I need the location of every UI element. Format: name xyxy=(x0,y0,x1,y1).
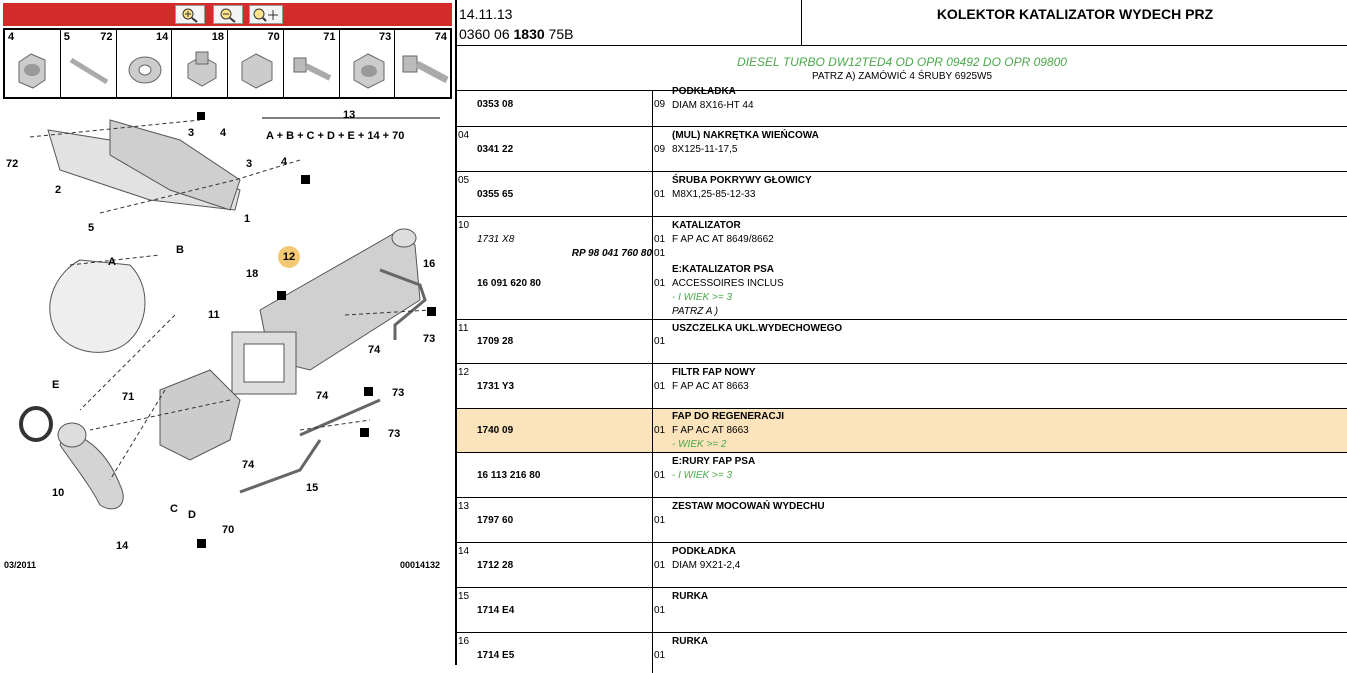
callout[interactable]: 18 xyxy=(246,268,259,280)
hex-nut-icon xyxy=(178,44,223,94)
callout[interactable]: 74 xyxy=(316,390,329,402)
table-row[interactable] xyxy=(457,172,1347,217)
exhaust-diagram-drawing xyxy=(0,100,455,580)
header-info xyxy=(457,0,802,46)
callout[interactable]: 11 xyxy=(208,309,220,321)
parts-table xyxy=(457,86,1347,673)
parts-strip xyxy=(3,28,452,99)
flange-nut-icon xyxy=(346,44,391,94)
part-qty: 01 xyxy=(654,278,666,289)
part-spec: F AP AC AT 8663 xyxy=(672,425,749,436)
page-title: KOLEKTOR KATALIZATOR WYDECH PRZ xyxy=(936,6,1214,22)
table-row[interactable] xyxy=(457,588,1347,633)
part-spec: 8X125-11-17,5 xyxy=(672,144,738,155)
part-ref[interactable]: 1740 09 xyxy=(477,425,514,436)
zoom-in-button[interactable] xyxy=(175,5,205,24)
part-condition: - I WIEK >= 3 xyxy=(672,292,733,303)
part-ref[interactable]: 0341 22 xyxy=(477,144,514,155)
subheader xyxy=(457,47,1347,91)
row-index: 11 xyxy=(458,323,469,334)
callout[interactable]: 70 xyxy=(222,524,235,536)
callout[interactable]: 15 xyxy=(306,482,319,494)
row-index: 13 xyxy=(458,501,470,512)
part-ref[interactable]: 0353 08 xyxy=(477,99,514,110)
part-ref[interactable]: 1731 Y3 xyxy=(477,381,515,392)
part-qty: 01 xyxy=(654,605,666,616)
table-row[interactable] xyxy=(457,364,1347,409)
part-qty: 09 xyxy=(654,144,666,155)
header xyxy=(457,0,1347,46)
row-index: 10 xyxy=(458,220,470,231)
callout[interactable]: 71 xyxy=(122,391,135,403)
flange-nut-icon xyxy=(11,44,51,94)
callout[interactable]: 16 xyxy=(423,258,436,270)
part-qty: 01 xyxy=(654,425,666,436)
callout[interactable]: 73 xyxy=(392,387,405,399)
part-cell[interactable]: 73 xyxy=(340,30,396,97)
nut-icon xyxy=(234,44,279,94)
part-qty: 01 xyxy=(654,336,666,347)
part-qty: 01 xyxy=(654,560,666,571)
part-title: FILTR FAP NOWY xyxy=(672,367,756,378)
callout[interactable]: 14 xyxy=(116,540,129,552)
table-row[interactable] xyxy=(457,498,1347,543)
header-date: 14.11.13 xyxy=(459,6,513,22)
callout[interactable]: E xyxy=(52,379,60,391)
part-ref[interactable]: 1797 60 xyxy=(477,515,514,526)
part-cell[interactable]: 14 xyxy=(117,30,173,97)
part-cell[interactable]: 4 xyxy=(5,30,61,97)
part-title: USZCZELKA UKL.WYDECHOWEGO xyxy=(672,323,843,334)
callout[interactable]: 2 xyxy=(55,184,62,196)
stud-icon xyxy=(67,44,112,94)
part-title: ŚRUBA POKRYWY GŁOWICY xyxy=(672,175,812,186)
callout[interactable]: 1 xyxy=(244,213,251,225)
row-index: 05 xyxy=(458,175,470,186)
callout[interactable]: 74 xyxy=(242,459,255,471)
part-qty: 01 xyxy=(654,381,666,392)
bolt-icon xyxy=(290,44,335,94)
callout[interactable]: 72 xyxy=(6,158,19,170)
table-row[interactable] xyxy=(457,86,1347,127)
callout[interactable]: 74 xyxy=(368,344,381,356)
part-qty: 01 xyxy=(654,470,666,481)
table-row[interactable] xyxy=(457,453,1347,498)
callout[interactable]: 3 xyxy=(246,158,253,170)
table-row[interactable] xyxy=(457,633,1347,673)
part-spec: F AP AC AT 8649/8662 xyxy=(672,234,774,245)
callout[interactable]: D xyxy=(188,509,196,521)
callout[interactable]: 10 xyxy=(52,487,65,499)
part-title: KATALIZATOR xyxy=(672,220,741,231)
part-title: E:RURY FAP PSA xyxy=(672,456,756,467)
part-ref-rp[interactable]: RP 98 041 760 80 xyxy=(571,248,652,259)
part-title: PODKŁADKA xyxy=(672,86,736,97)
pan-zoom-icon xyxy=(252,7,280,23)
part-title: (MUL) NAKRĘTKA WIEŃCOWA xyxy=(672,130,819,141)
zoom-out-button[interactable] xyxy=(213,5,243,24)
part-ref-alt[interactable]: 1731 X8 xyxy=(477,234,515,245)
row-index: 15 xyxy=(458,591,470,602)
part-cell[interactable]: 74 xyxy=(395,30,450,97)
part-cell[interactable]: 18 xyxy=(172,30,228,97)
callout[interactable]: A xyxy=(108,256,116,268)
callout[interactable]: 5 xyxy=(88,222,95,234)
part-ref[interactable]: 0355 65 xyxy=(477,189,514,200)
callout[interactable]: 3 xyxy=(188,127,195,139)
part-qty: 01 xyxy=(654,650,666,661)
part-cell[interactable]: 71 xyxy=(284,30,340,97)
diagram-panel xyxy=(0,0,455,665)
order-note: PATRZ A) ZAMÓWIĆ 4 ŚRUBY 6925W5 xyxy=(811,71,993,82)
pan-zoom-button[interactable] xyxy=(249,5,283,24)
table-row[interactable] xyxy=(457,127,1347,172)
part-ref[interactable]: 1709 28 xyxy=(477,336,514,347)
callout[interactable]: 73 xyxy=(423,333,436,345)
part-qty: 09 xyxy=(654,99,666,110)
part-title: RURKA xyxy=(672,636,709,647)
exploded-diagram xyxy=(0,100,455,580)
callout[interactable]: 73 xyxy=(388,428,401,440)
parts-list-panel xyxy=(457,0,1347,665)
part-ref[interactable]: 1714 E5 xyxy=(477,650,515,661)
diagram-date: 03/2011 xyxy=(4,560,37,570)
engine-note: DIESEL TURBO DW12TED4 OD OPR 09492 DO OPR 09800 xyxy=(737,55,1067,69)
part-title: FAP DO REGENERACJI xyxy=(672,411,785,422)
callout[interactable]: 4 xyxy=(220,127,227,139)
part-title: RURKA xyxy=(672,591,709,602)
part-ref[interactable]: 1712 28 xyxy=(477,560,514,571)
part-ref[interactable]: 16 091 620 80 xyxy=(477,278,541,289)
table-row[interactable] xyxy=(457,217,1347,320)
table-row[interactable] xyxy=(457,543,1347,588)
part-cell[interactable]: 70 xyxy=(228,30,284,97)
part-spec: F AP AC AT 8663 xyxy=(672,381,749,392)
long-bolt-icon xyxy=(401,44,449,94)
part-cell[interactable]: 5 72 xyxy=(61,30,117,97)
formula-number: 13 xyxy=(343,109,356,121)
table-row-selected[interactable] xyxy=(457,409,1347,453)
part-spec: DIAM 8X16-HT 44 xyxy=(672,100,754,111)
part-note: PATRZ A ) xyxy=(672,306,719,317)
part-spec: DIAM 9X21-2,4 xyxy=(672,560,741,571)
header-code: 0360 06 1830 75B xyxy=(459,26,574,42)
callout[interactable]: B xyxy=(176,244,184,256)
callout[interactable]: C xyxy=(170,503,178,515)
formula-text: A + B + C + D + E + 14 + 70 xyxy=(266,130,405,142)
part-ref[interactable]: 16 113 216 80 xyxy=(477,470,541,481)
part-qty: 01 xyxy=(654,515,666,526)
part-qty: 01 xyxy=(654,189,666,200)
callout[interactable]: 4 xyxy=(281,156,288,168)
part-title: E:KATALIZATOR PSA xyxy=(672,264,775,275)
part-condition: - WIEK >= 2 xyxy=(672,439,727,450)
zoom-in-icon xyxy=(181,7,199,23)
table-row[interactable] xyxy=(457,320,1347,364)
toolbar xyxy=(3,3,452,26)
zoom-out-icon xyxy=(219,7,237,23)
diagram-code: 00014132 xyxy=(400,560,441,570)
row-index: 14 xyxy=(458,546,470,557)
row-index: 12 xyxy=(458,367,470,378)
part-title: PODKŁADKA xyxy=(672,546,736,557)
part-qty: 01 xyxy=(654,248,666,259)
part-spec: ACCESSOIRES INCLUS xyxy=(672,278,784,289)
part-ref[interactable]: 1714 E4 xyxy=(477,605,515,616)
part-title: ZESTAW MOCOWAŃ WYDECHU xyxy=(672,501,825,512)
part-spec: M8X1,25-85-12-33 xyxy=(672,189,756,200)
part-qty: 01 xyxy=(654,234,666,245)
row-index: 16 xyxy=(458,636,470,647)
part-condition: - I WIEK >= 3 xyxy=(672,470,733,481)
row-index: 04 xyxy=(458,130,470,141)
washer-icon xyxy=(123,44,168,94)
highlighted-callout[interactable]: 12 xyxy=(278,246,300,268)
